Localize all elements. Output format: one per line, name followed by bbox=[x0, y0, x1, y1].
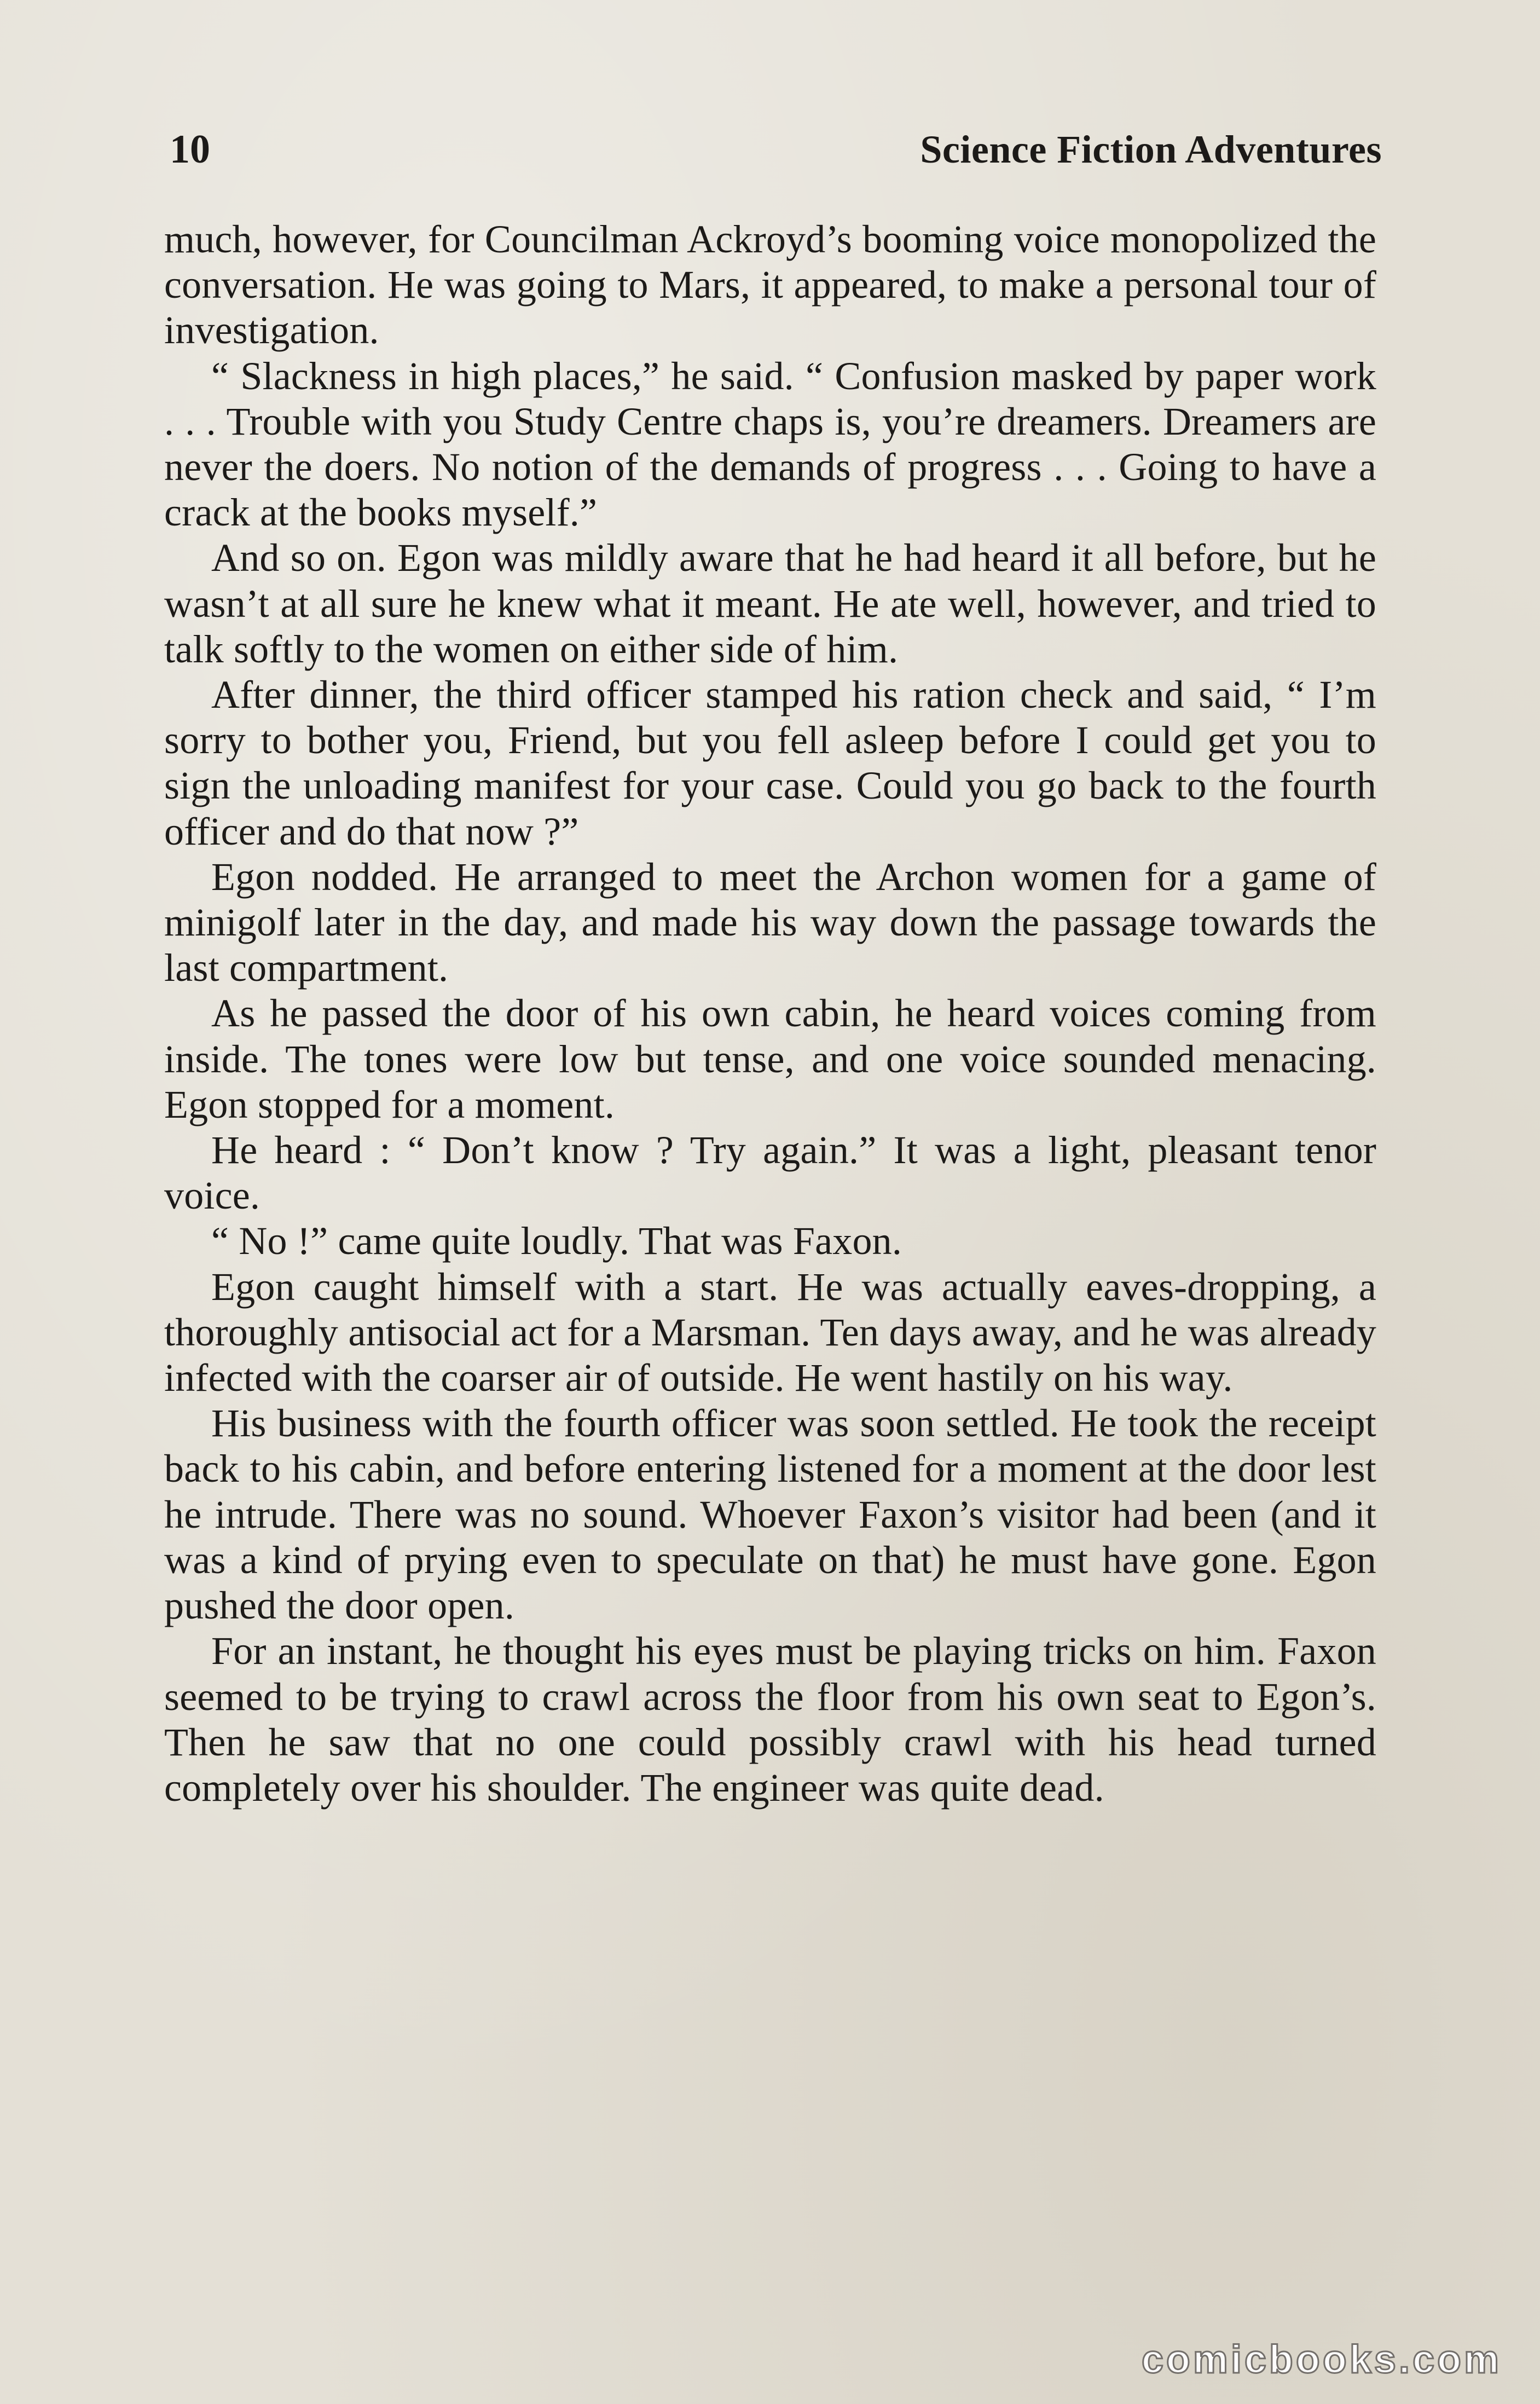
paragraph-10: His business with the fourth officer was soon settled. He took the receipt back to his cabin, and before entering listened for a moment at the door lest he intrude. There was no sound. Whoever Faxon’s visitor had been (and it was a kind of prying even to speculate on that) he must have gone. Egon pushed the door open. bbox=[164, 1401, 1376, 1628]
paragraph-7: He heard : “ Don’t know ? Try again.” It was a light, pleasant tenor voice. bbox=[164, 1128, 1376, 1218]
page-number: 10 bbox=[170, 127, 210, 172]
paragraph-2: “ Slackness in high places,” he said. “ Confusion masked by paper work . . . Trouble with you Study Centre chaps is, you’re dreamers. Dreamers are never the doers. No notion of the demands of progress . . . Going to have a crack at the books myself.” bbox=[164, 354, 1376, 535]
running-title: Science Fiction Adventures bbox=[920, 128, 1382, 171]
page-header bbox=[170, 125, 1382, 174]
paragraph-6: As he passed the door of his own cabin, he heard voices coming from inside. The tones were low but tense, and one voice sounded menacing. Egon stopped for a moment. bbox=[164, 991, 1376, 1126]
paragraph-1: much, however, for Councilman Ackroyd’s booming voice monopolized the conversation. He was going to Mars, it appeared, to make a personal tour of investigation. bbox=[164, 217, 1376, 352]
story-text bbox=[164, 217, 1376, 1811]
paragraph-11: For an instant, he thought his eyes must be playing tricks on him. Faxon seemed to be trying to crawl across the floor from his own seat to Egon’s. Then he saw that no one could possibly crawl with his head turned completely over his shoulder. The engineer was quite dead. bbox=[164, 1629, 1376, 1810]
paragraph-8: “ No !” came quite loudly. That was Faxon. bbox=[211, 1219, 902, 1263]
paragraph-4: After dinner, the third officer stamped his ration check and said, “ I’m sorry to bother you, Friend, but you fell asleep before I could get you to sign the unloading manifest for your case. Could you go back to the fourth officer and do that now ?” bbox=[164, 673, 1376, 853]
site-watermark: comicbooks.com bbox=[1141, 2338, 1502, 2382]
paragraph-9: Egon caught himself with a start. He was actually eaves-dropping, a thoroughly antisocial act for a Marsman. Ten days away, and he was already infected with the coarser air of outside. He went hastily on his way. bbox=[164, 1264, 1376, 1400]
paragraph-5: Egon nodded. He arranged to meet the Archon women for a game of minigolf later in the day, and made his way down the passage towards the last compartment. bbox=[164, 854, 1376, 990]
paragraph-3: And so on. Egon was mildly aware that he had heard it all before, but he wasn’t at all sure he knew what it meant. He ate well, however, and tried to talk softly to the women on either side of him. bbox=[164, 536, 1376, 671]
